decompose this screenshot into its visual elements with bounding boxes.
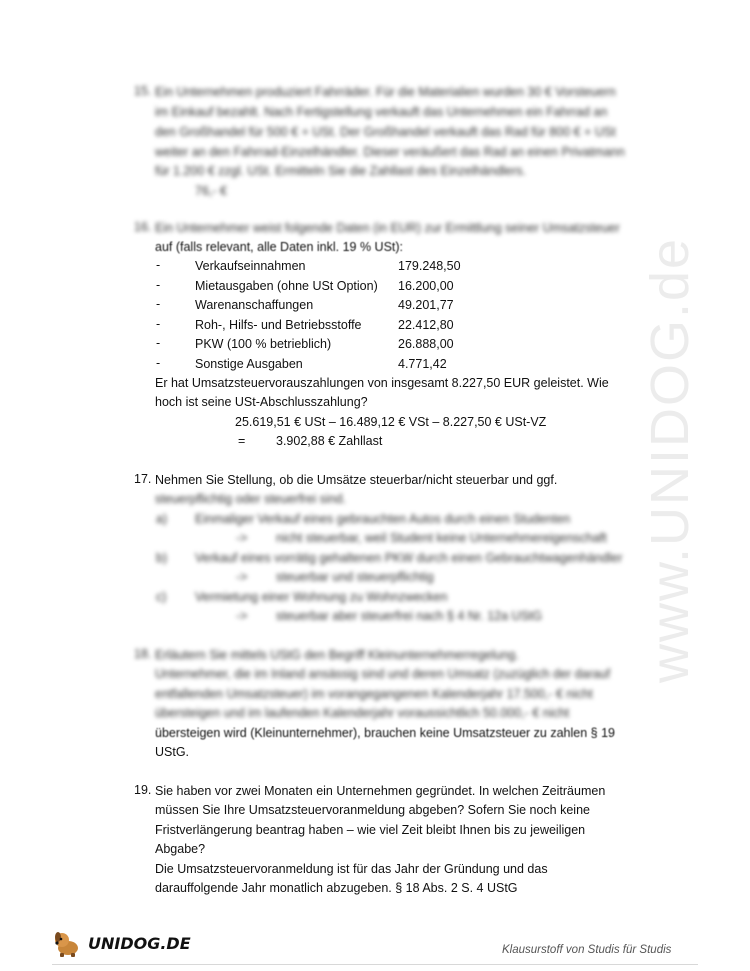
- list-item-value: 16.200,00: [398, 279, 454, 293]
- answer-text-line: übersteigen wird (Kleinunternehmer), brauchen keine Umsatzsteuer zu zahlen § 19: [155, 726, 615, 740]
- question-text-line: Ein Unternehmen produziert Fahrräder. Für die Materialien wurden 30 € Vorsteuern: [155, 85, 616, 99]
- list-item-label: Verkaufseinnahmen: [195, 259, 306, 273]
- question-text-line: Nehmen Sie Stellung, ob die Umsätze steuerbar/nicht steuerbar und ggf.: [155, 473, 558, 487]
- watermark: [590, 236, 750, 684]
- question-text-line: hoch ist seine USt-Abschlusszahlung?: [155, 395, 368, 409]
- answer-text-line: UStG.: [155, 745, 190, 759]
- list-item-value: 179.248,50: [398, 259, 461, 273]
- list-bullet: -: [156, 297, 161, 311]
- part-label: a): [156, 512, 168, 526]
- question-text-line: Er hat Umsatzsteuervorauszahlungen von insgesamt 8.227,50 EUR geleistet. Wie: [155, 376, 609, 390]
- question-text-line: im Einkauf bezahlt. Nach Fertigstellung verkauft das Unternehmen ein Fahrrad an: [155, 105, 608, 119]
- answer-text-line: übersteigen und im laufenden Kalenderjahr voraussichtlich 50.000,- € nicht: [155, 706, 570, 720]
- question-number: 16.: [134, 220, 152, 234]
- question-text-line: Fristverlängerung beantrag haben – wie viel Zeit bleibt Ihnen bis zu jeweiligen: [155, 823, 586, 837]
- question-number: 15.: [134, 84, 152, 98]
- answer-text: 76,- €: [195, 184, 227, 198]
- part-label: b): [156, 551, 168, 565]
- dog-mascot-icon: [52, 928, 82, 958]
- list-item-label: Warenanschaffungen: [195, 298, 314, 312]
- list-bullet: -: [156, 317, 161, 331]
- part-text: Einmaliger Verkauf eines gebrauchten Autos durch einen Studenten: [195, 512, 571, 526]
- result-line: 3.902,88 € Zahllast: [276, 434, 383, 448]
- question-text-line: den Großhandel für 500 € + USt. Der Großhandel verkauft das Rad für 800 € + USt: [155, 125, 616, 139]
- footer-divider: [52, 964, 698, 965]
- question-text-line: steuerpflichtig oder steuerfrei sind.: [155, 492, 347, 506]
- question-text-line: Sie haben vor zwei Monaten ein Unternehmen gegründet. In welchen Zeiträumen: [155, 784, 606, 798]
- answer-text-line: Die Umsatzsteuervoranmeldung ist für das Jahr der Gründung und das: [155, 862, 548, 876]
- part-answer: steuerbar und steuerpflichtig: [276, 570, 434, 584]
- part-label: c): [156, 590, 167, 604]
- list-item-value: 26.888,00: [398, 337, 454, 351]
- list-bullet: -: [156, 278, 161, 292]
- list-item-label: Sonstige Ausgaben: [195, 357, 303, 371]
- part-answer: steuerbar aber steuerfrei nach § 4 Nr. 12a UStG: [276, 609, 543, 623]
- question-text-line: auf (falls relevant, alle Daten inkl. 19 % USt):: [155, 240, 404, 254]
- list-item-value: 22.412,80: [398, 318, 454, 332]
- question-text-line: für 1.200 € zzgl. USt. Ermitteln Sie die Zahllast des Einzelhändlers.: [155, 164, 527, 178]
- answer-text-line: Unternehmer, die im Inland ansässig sind und deren Umsatz (zuzüglich der darauf: [155, 667, 611, 681]
- part-answer: nicht steuerbar, weil Student keine Unternehmereigenschaft: [276, 531, 607, 545]
- list-item-label: Mietausgaben (ohne USt Option): [195, 279, 378, 293]
- question-text-line: Abgabe?: [155, 842, 206, 856]
- arrow: ->: [236, 570, 248, 584]
- arrow: ->: [236, 609, 248, 623]
- question-number: 19.: [134, 783, 152, 797]
- equals-sign: =: [238, 434, 246, 448]
- question-text-line: Ein Unternehmer weist folgende Daten (in EUR) zur Ermittlung seiner Umsatzsteuer: [155, 221, 620, 235]
- list-item-value: 4.771,42: [398, 357, 447, 371]
- list-bullet: -: [156, 258, 161, 272]
- list-item-value: 49.201,77: [398, 298, 454, 312]
- question-text-line: Erläutern Sie mittels UStG den Begriff Kleinunternehmerregelung.: [155, 648, 519, 662]
- list-bullet: -: [156, 356, 161, 370]
- list-item-label: PKW (100 % betrieblich): [195, 337, 332, 351]
- brand-logo-text: UNIDOG.DE: [88, 933, 191, 953]
- list-bullet: -: [156, 336, 161, 350]
- footer-slogan: Klausurstoff von Studis für Studis: [502, 944, 672, 956]
- arrow: ->: [236, 531, 248, 545]
- part-text: Vermietung einer Wohnung zu Wohnzwecken: [195, 590, 448, 604]
- question-number: 18.: [134, 647, 152, 661]
- part-text: Verkauf eines vorrätig gehaltenen PKW durch einen Gebrauchtwagenhändler: [195, 551, 623, 565]
- footer-logo: [52, 928, 191, 958]
- question-text-line: weiter an den Fahrrad-Einzelhändler. Dieser veräußert das Rad an einen Privatmann: [155, 145, 625, 159]
- question-number: 17.: [134, 472, 152, 486]
- answer-text-line: darauffolgende Jahr monatlich abzugeben. § 18 Abs. 2 S. 4 UStG: [155, 881, 518, 895]
- answer-text-line: entfallenden Umsatzsteuer) im vorangegangenen Kalenderjahr 17.500,- € nicht: [155, 687, 593, 701]
- watermark-text: www.UNIDOG.de: [640, 236, 700, 684]
- question-text-line: müssen Sie Ihre Umsatzsteuervoranmeldung abgeben? Sofern Sie noch keine: [155, 803, 590, 817]
- list-item-label: Roh-, Hilfs- und Betriebsstoffe: [195, 318, 362, 332]
- calculation-line: 25.619,51 € USt – 16.489,12 € VSt – 8.227,50 € USt-VZ: [235, 415, 547, 429]
